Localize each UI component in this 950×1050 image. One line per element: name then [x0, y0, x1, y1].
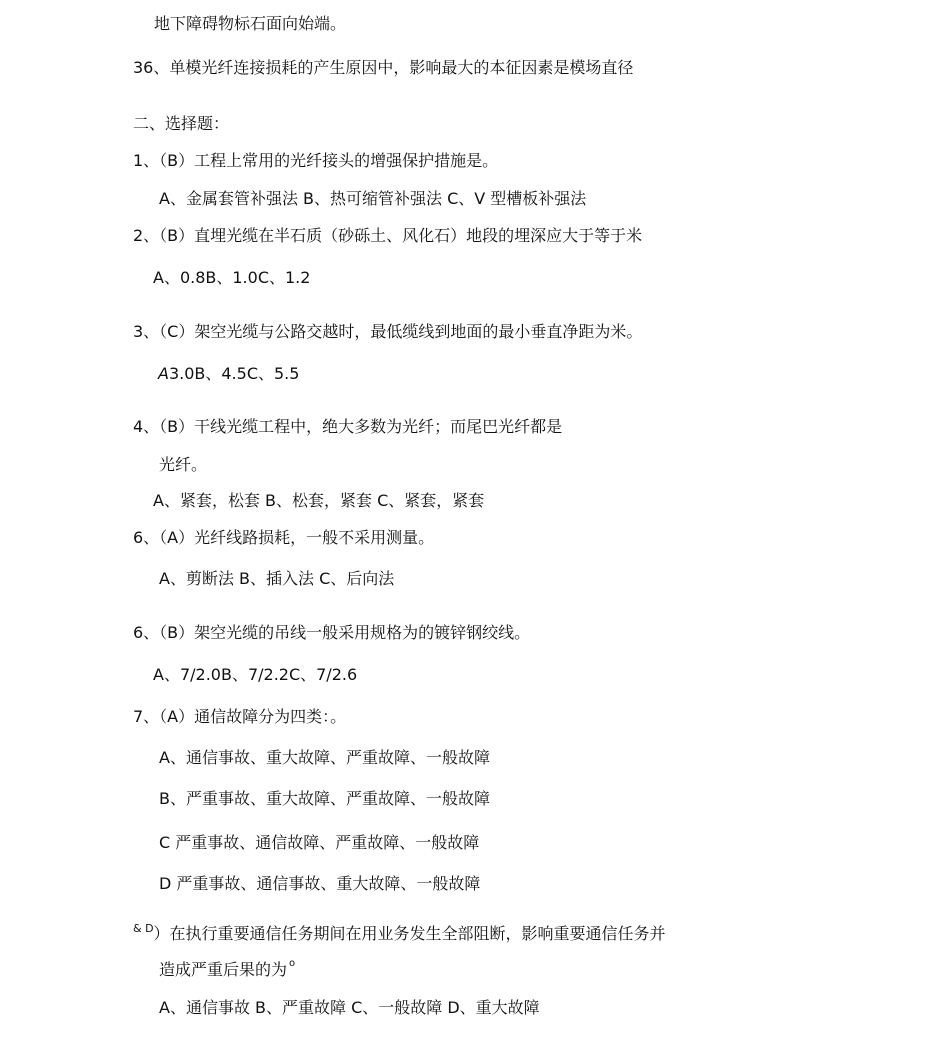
option-values: 3.0B、4.5C、5.5	[168, 364, 300, 383]
question-4: 4、（B）干线光缆工程中，绝大多数为光纤；而尾巴光纤都是	[133, 417, 563, 436]
question-4-continuation: 光纤。	[159, 455, 208, 474]
question-7-option-c: C 严重事故、通信故障、严重故障、一般故障	[159, 833, 480, 852]
question-8	[133, 924, 666, 946]
question-1: 1、（B）工程上常用的光纤接头的增强保护措施是。	[133, 151, 499, 170]
question-6b: 6、（B）架空光缆的吊线一般采用规格为的镀锌钢绞线。	[133, 623, 531, 642]
question-7-option-d: D 严重事故、通信事故、重大故障、一般故障	[159, 874, 481, 893]
question-7-option-a: A、通信事故、重大故障、严重故障、一般故障	[159, 748, 490, 767]
question-7: 7、（A）通信故障分为四类：。	[133, 707, 347, 726]
question-8-text: ）在执行重要通信任务期间在用业务发生全部阻断，影响重要通信任务并	[153, 924, 666, 943]
question-8-continuation	[159, 960, 295, 983]
section-heading: 二、选择题：	[133, 114, 230, 133]
question-8-options: A、通信事故 B、严重故障 C、一般故障 D、重大故障	[159, 998, 540, 1017]
question-6a-options: A、剪断法 B、插入法 C、后向法	[159, 569, 395, 588]
question-3: 3、（C）架空光缆与公路交越时，最低缆线到地面的最小垂直净距为米。	[133, 322, 643, 341]
question-7-option-b: B、严重事故、重大故障、严重故障、一般故障	[159, 789, 490, 808]
question-number-mark: & D	[133, 922, 154, 935]
question-3-options	[158, 364, 299, 384]
question-4-options: A、紧套，松套 B、松套，紧套 C、紧套，紧套	[153, 491, 485, 510]
option-letter: A	[158, 364, 169, 383]
question-1-options: A、金属套管补强法 B、热可缩管补强法 C、V 型槽板补强法	[159, 189, 587, 208]
degree-mark: o	[289, 958, 296, 969]
question-8-text-cont: 造成严重后果的为	[159, 960, 288, 979]
text-line-item-36: 36、单模光纤连接损耗的产生原因中，影响最大的本征因素是模场直径	[133, 58, 634, 77]
question-6a: 6、（A）光纤线路损耗，一般不采用测量。	[133, 528, 435, 547]
question-6b-options: A、7/2.0B、7/2.2C、7/2.6	[153, 665, 358, 684]
question-2-options: A、0.8B、1.0C、1.2	[153, 268, 311, 287]
text-line: 地下障碍物标石面向始端。	[154, 14, 347, 33]
question-2: 2、（B）直埋光缆在半石质（砂砾土、风化石）地段的埋深应大于等于米	[133, 226, 643, 245]
